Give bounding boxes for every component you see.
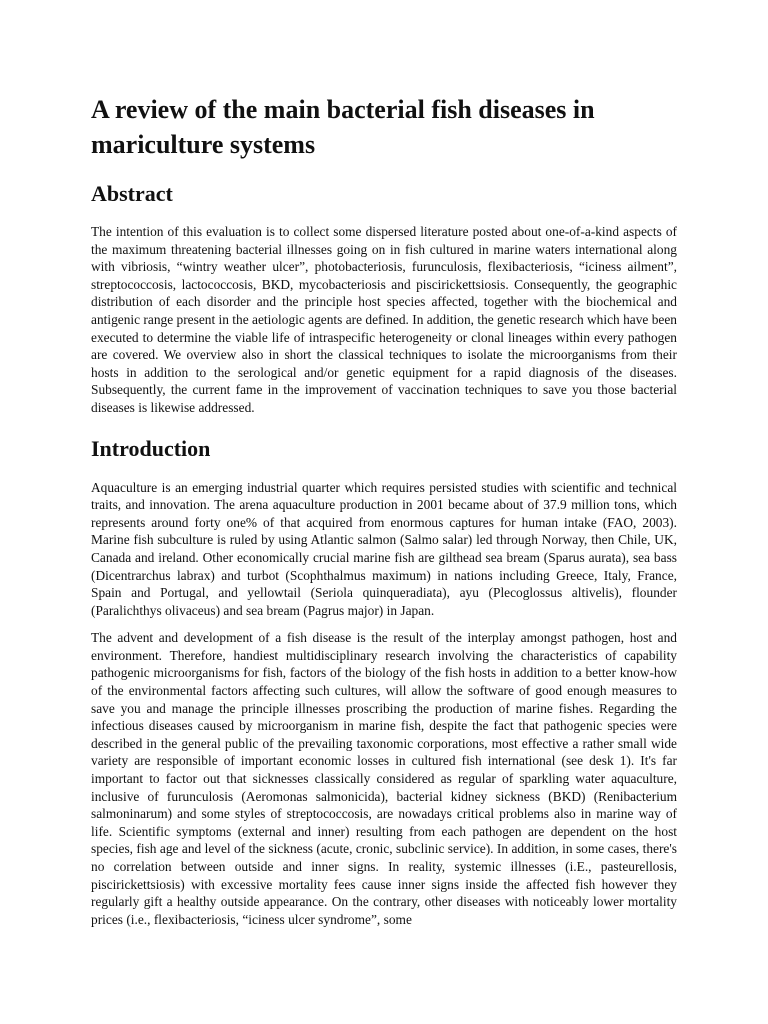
abstract-paragraph: The intention of this evaluation is to collect some dispersed literature posted about one-of-a-kind aspects of the maximum threatening bacterial illnesses going on in fish cultured in marine waters international along with vibriosis, “wintry weather ulcer”, photobacteriosis, furunculosis, flexibacteriosis, “iciness ailment”, streptococcosis, lactococcosis, BKD, mycobacteriosis and piscirickettsiosis. Consequently, the geographic distribution of each disorder and the principle host species affected, together with the biochemical and antigenic range present in the aetiologic agents are defined. In addition, the genetic research which have been executed to determine the viable life of intraspecific heterogeneity or clonal lineages within every pathogen are covered. We overview also in short the classical techniques to isolate the microorganisms from their hosts in addition to the serological and/or genetic equipment for a rapid diagnosis of the diseases. Subsequently, the current fame in the improvement of vaccination techniques to save you those bacterial diseases is likewise addressed.	[91, 224, 677, 415]
introduction-paragraph-1: Aquaculture is an emerging industrial quarter which requires persisted studies with scientific and technical traits, and innovation. The arena aquaculture production in 2001 became about of 37.9 million tons, which represents around forty one% of that acquired from enormous captures for human intake (FAO, 2003). Marine fish subculture is ruled by using Atlantic salmon (Salmo salar) led through Norway, then Chile, UK, Canada and ireland. Other economically crucial marine fish are gilthead sea bream (Sparus aurata), sea bass (Dicentrarchus labrax) and turbot (Scophthalmus maximum) in nations including Greece, Italy, France, Spain and Portugal, and yellowtail (Seriola quinqueradiata), ayu (Plecoglossus altivelis), flounder (Paralichthys olivaceus) and sea bream (Pagrus major) in Japan.	[91, 479, 677, 618]
introduction-heading: Introduction	[91, 435, 211, 461]
abstract-heading: Abstract	[91, 181, 173, 206]
document-title: A review of the main bacterial fish diseases in mariculture systems	[91, 95, 595, 159]
introduction-paragraph-2: The advent and development of a fish disease is the result of the interplay amongst pathogen, host and environment. Therefore, handiest multidisciplinary research involving the characteristics of capability pathogenic microorganisms for fish, factors of the biology of the fish hosts in addition to a better know-how of the environmental factors affecting such cultures, will allow the software of good enough measures to save you and manage the principle illnesses proscribing the production of marine fishes. Regarding the infectious diseases caused by microorganism in marine fish, despite the fact that pathogenic species were described in the general public of the prevailing taxonomic corporations, most effective a rather small wide variety are responsible of important economic losses in cultured fish international (see desk 1). It's far important to factor out that sicknesses classically considered as regular of sparkling water aquaculture, inclusive of furunculosis (Aeromonas salmonicida), bacterial kidney sickness (BKD) (Renibacterium salmoninarum) and some styles of streptococcosis, are nowadays critical problems also in marine way of life. Scientific symptoms (external and inner) resulting from each pathogen are dependent on the host species, fish age and level of the sickness (acute, cronic, subclinic service). In addition, in some cases, there's no correlation between outside and inner signs. In reality, systemic illnesses (i.E., pasteurellosis, piscirickettsiosis) with excessive mortality fees cause inner signs inside the affected fish however they regularly gift a healthy outside appearance. On the contrary, other diseases with noticeably lower mortality prices (i.e., flexibacteriosis, “iciness ulcer syndrome”, some	[91, 630, 677, 927]
document-body	[91, 92, 677, 928]
